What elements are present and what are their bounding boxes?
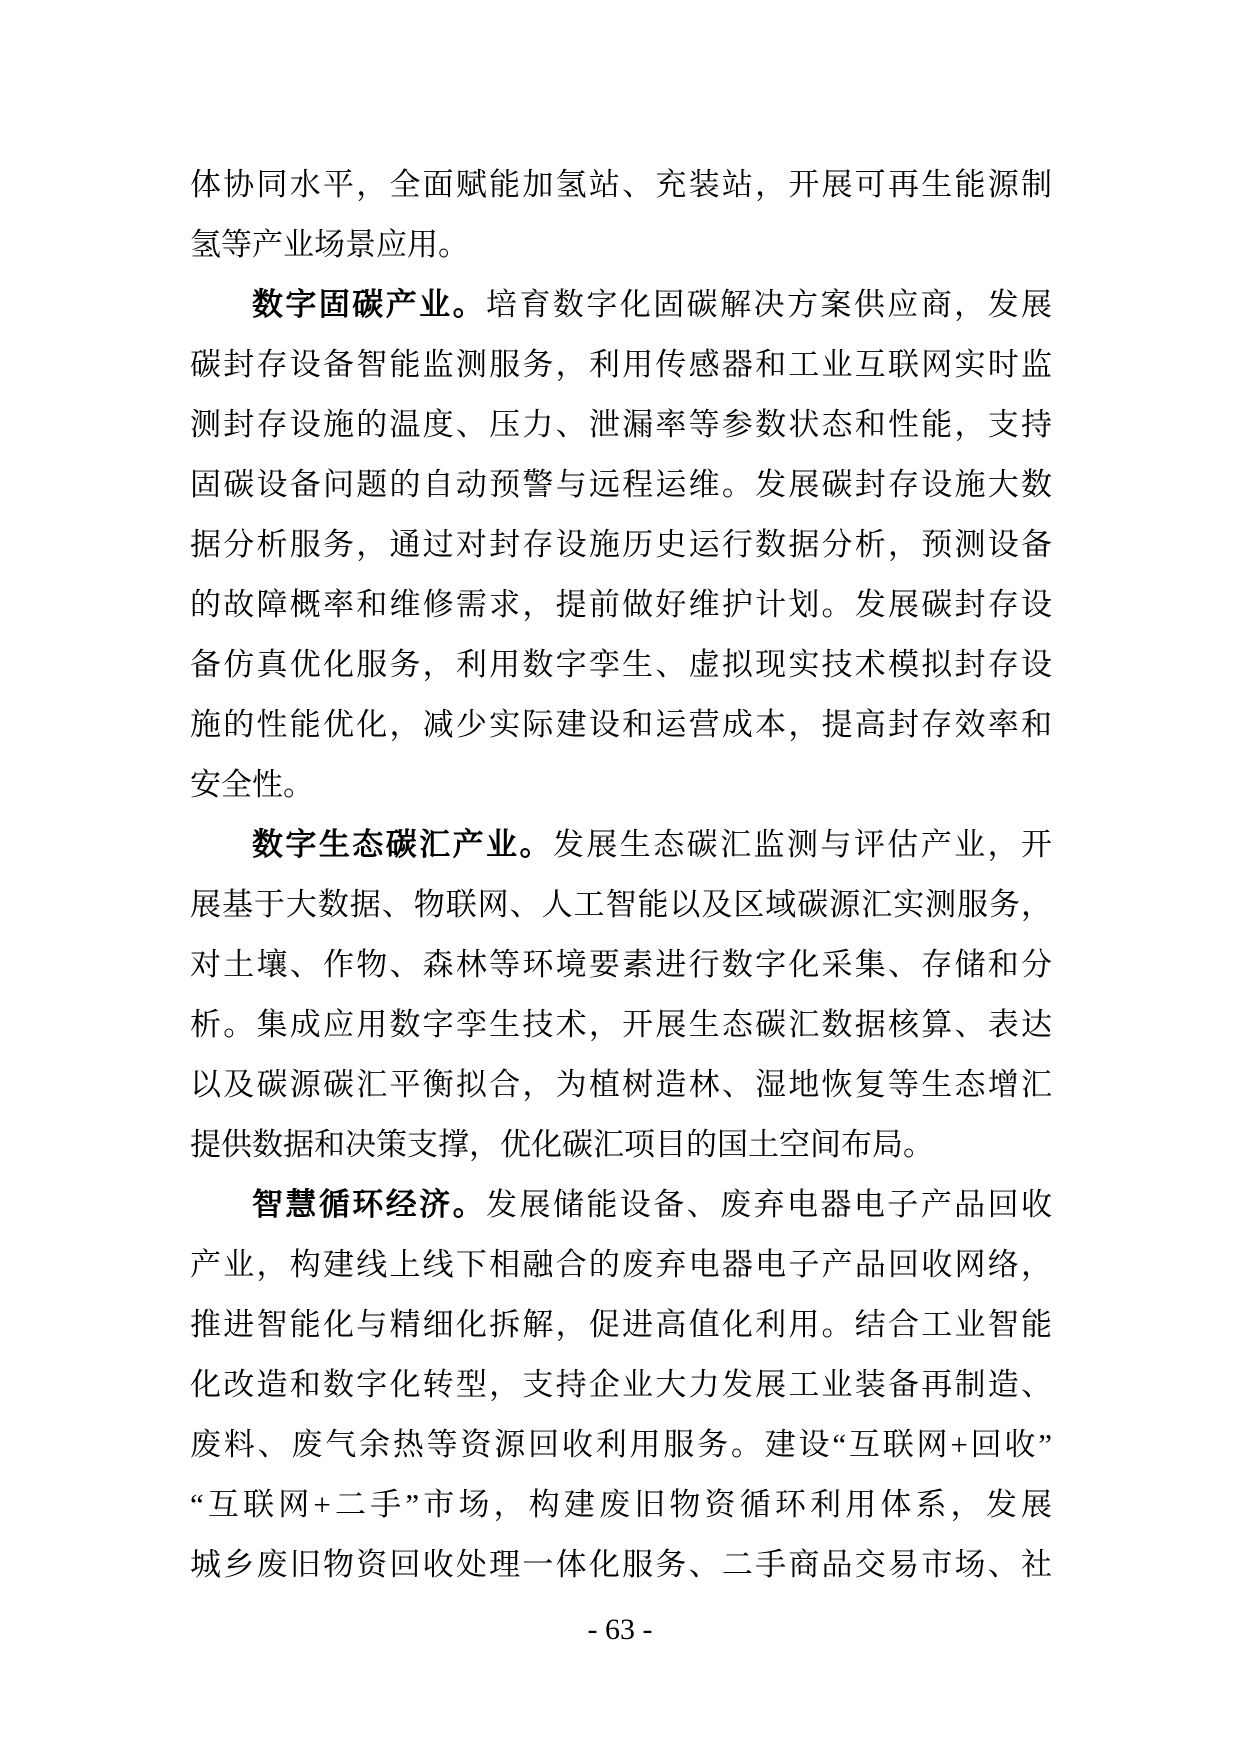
paragraph-lead: 数字生态碳汇产业。 (252, 827, 553, 862)
line-text: 的故障概率和维修需求，提前做好维护计划。发展碳封存设 (190, 587, 1052, 622)
line-text: 体协同水平，全面赋能加氢站、充装站，开展可再生能源制 (190, 167, 1052, 202)
line-text: 备仿真优化服务，利用数字孪生、虚拟现实技术模拟封存设 (190, 647, 1052, 682)
line-text: 化改造和数字化转型，支持企业大力发展工业装备再制造、 (190, 1367, 1052, 1402)
line-text: 展基于大数据、物联网、人工智能以及区域碳源汇实测服务， (190, 887, 1052, 922)
text-block (190, 155, 1052, 1595)
line-text: 提供数据和决策支撑，优化碳汇项目的国土空间布局。 (190, 1127, 934, 1162)
text-line (190, 1415, 1052, 1475)
page-number: - 63 - (587, 1613, 653, 1646)
text-line (190, 275, 1052, 335)
text-line (190, 815, 1052, 875)
text-line (190, 215, 1052, 275)
line-text: 施的性能优化，减少实际建设和运营成本，提高封存效率和 (190, 707, 1052, 742)
text-line (190, 875, 1052, 935)
line-text: 推进智能化与精细化拆解，促进高值化利用。结合工业智能 (190, 1307, 1052, 1342)
text-line (190, 155, 1052, 215)
line-text: 城乡废旧物资回收处理一体化服务、二手商品交易市场、社 (190, 1547, 1052, 1582)
line-text: 碳封存设备智能监测服务，利用传感器和工业互联网实时监 (190, 347, 1052, 382)
text-line (190, 1055, 1052, 1115)
line-text: 固碳设备问题的自动预警与远程运维。发展碳封存设施大数 (190, 467, 1052, 502)
line-text: 析。集成应用数字孪生技术，开展生态碳汇数据核算、表达 (190, 1007, 1052, 1042)
line-text: 测封存设施的温度、压力、泄漏率等参数状态和性能，支持 (190, 407, 1052, 442)
text-line (190, 575, 1052, 635)
text-line (190, 935, 1052, 995)
text-line (190, 515, 1052, 575)
text-line (190, 1535, 1052, 1595)
paragraph-lead: 数字固碳产业。 (252, 287, 487, 322)
text-line (190, 1115, 1052, 1175)
text-line (190, 395, 1052, 455)
text-line (190, 695, 1052, 755)
line-text: 产业，构建线上线下相融合的废弃电器电子产品回收网络， (190, 1247, 1052, 1282)
text-line (190, 1475, 1052, 1535)
line-text: 废料、废气余热等资源回收利用服务。建设“互联网+回收” (190, 1427, 1052, 1462)
line-text: “互联网+二手”市场，构建废旧物资循环利用体系，发展 (190, 1487, 1052, 1522)
text-line (190, 1235, 1052, 1295)
text-line (190, 635, 1052, 695)
text-line (190, 995, 1052, 1055)
line-text: 以及碳源碳汇平衡拟合，为植树造林、湿地恢复等生态增汇 (190, 1067, 1052, 1102)
line-text: 发展储能设备、废弃电器电子产品回收 (486, 1187, 1052, 1222)
line-text: 氢等产业场景应用。 (190, 227, 469, 262)
line-text: 培育数字化固碳解决方案供应商，发展 (486, 287, 1052, 322)
text-line (190, 755, 1052, 815)
line-text: 据分析服务，通过对封存设施历史运行数据分析，预测设备 (190, 527, 1052, 562)
text-line (190, 1295, 1052, 1355)
text-line (190, 1175, 1052, 1235)
text-line (190, 1355, 1052, 1415)
line-text: 安全性。 (190, 767, 314, 802)
text-line (190, 455, 1052, 515)
line-text: 发展生态碳汇监测与评估产业，开 (552, 827, 1052, 862)
text-line (190, 335, 1052, 395)
paragraph-lead: 智慧循环经济。 (252, 1187, 487, 1222)
line-text: 对土壤、作物、森林等环境要素进行数字化采集、存储和分 (190, 947, 1052, 982)
